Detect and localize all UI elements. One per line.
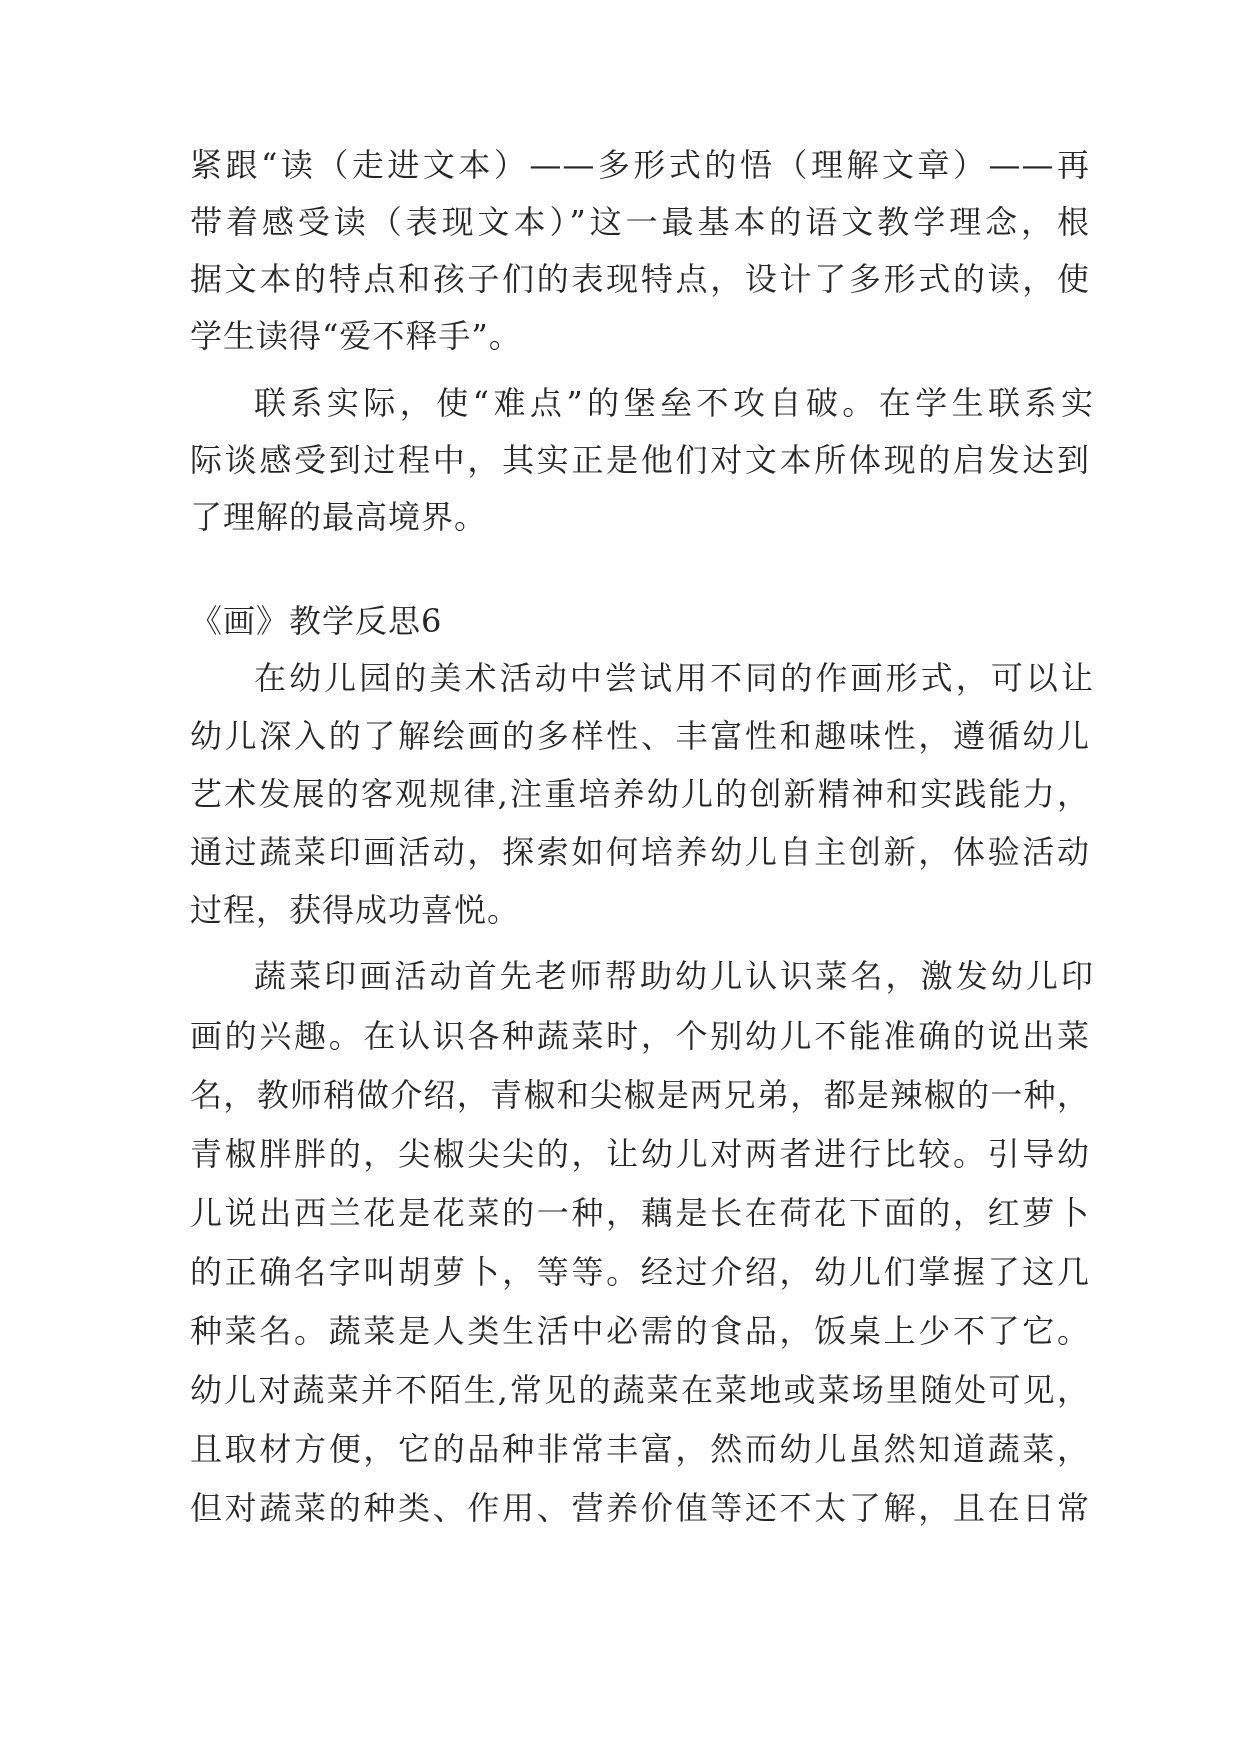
paragraph-3-line-3: 艺术发展的客观规律,注重培养幼儿的创新精神和实践能力， (190, 775, 1090, 813)
paragraph-3-line-4: 通过蔬菜印画活动，探索如何培养幼儿自主创新，体验活动 (190, 833, 1090, 871)
paragraph-4-line-6: 的正确名字叫胡萝卜，等等。经过介绍，幼儿们掌握了这几 (190, 1253, 1090, 1291)
paragraph-4-line-1: 蔬菜印画活动首先老师帮助幼儿认识菜名，激发幼儿印 (254, 957, 1094, 995)
paragraph-3-line-5: 过程，获得成功喜悦。 (190, 891, 521, 929)
paragraph-4-line-3: 名，教师稍做介绍，青椒和尖椒是两兄弟，都是辣椒的一种， (190, 1076, 1090, 1114)
paragraph-1-line-2: 带着感受读（表现文本）”这一最基本的语文教学理念，根 (190, 203, 1090, 241)
paragraph-4-line-7: 种菜名。蔬菜是人类生活中必需的食品，饭桌上少不了它。 (190, 1312, 1090, 1350)
paragraph-4-line-9: 且取材方便，它的品种非常丰富，然而幼儿虽然知道蔬菜， (190, 1430, 1090, 1468)
paragraph-3-line-2: 幼儿深入的了解绘画的多样性、丰富性和趣味性，遵循幼儿 (190, 717, 1090, 755)
paragraph-1-line-4: 学生读得“爱不释手”。 (190, 317, 522, 355)
paragraph-2-line-2: 际谈感受到过程中，其实正是他们对文本所体现的启发达到 (190, 441, 1090, 479)
paragraph-4-line-10: 但对蔬菜的种类、作用、营养价值等还不太了解，且在日常 (190, 1489, 1090, 1527)
section-heading: 《画》教学反思6 (190, 602, 443, 640)
paragraph-2-line-3: 了理解的最高境界。 (190, 498, 488, 536)
paragraph-2-line-1: 联系实际，使“难点”的堡垒不攻自破。在学生联系实 (254, 384, 1094, 422)
paragraph-4-line-2: 画的兴趣。在认识各种蔬菜时，个别幼儿不能准确的说出菜 (190, 1017, 1090, 1055)
paragraph-4-line-4: 青椒胖胖的，尖椒尖尖的，让幼儿对两者进行比较。引导幼 (190, 1135, 1090, 1173)
paragraph-4-line-5: 儿说出西兰花是花菜的一种，藕是长在荷花下面的，红萝卜 (190, 1194, 1090, 1232)
paragraph-1-line-1: 紧跟“读（走进文本）——多形式的悟（理解文章）——再 (190, 146, 1090, 184)
paragraph-3-line-1: 在幼儿园的美术活动中尝试用不同的作画形式，可以让 (254, 659, 1094, 697)
paragraph-1-line-3: 据文本的特点和孩子们的表现特点，设计了多形式的读，使 (190, 260, 1090, 298)
paragraph-4-line-8: 幼儿对蔬菜并不陌生,常见的蔬菜在菜地或菜场里随处可见， (190, 1371, 1090, 1409)
